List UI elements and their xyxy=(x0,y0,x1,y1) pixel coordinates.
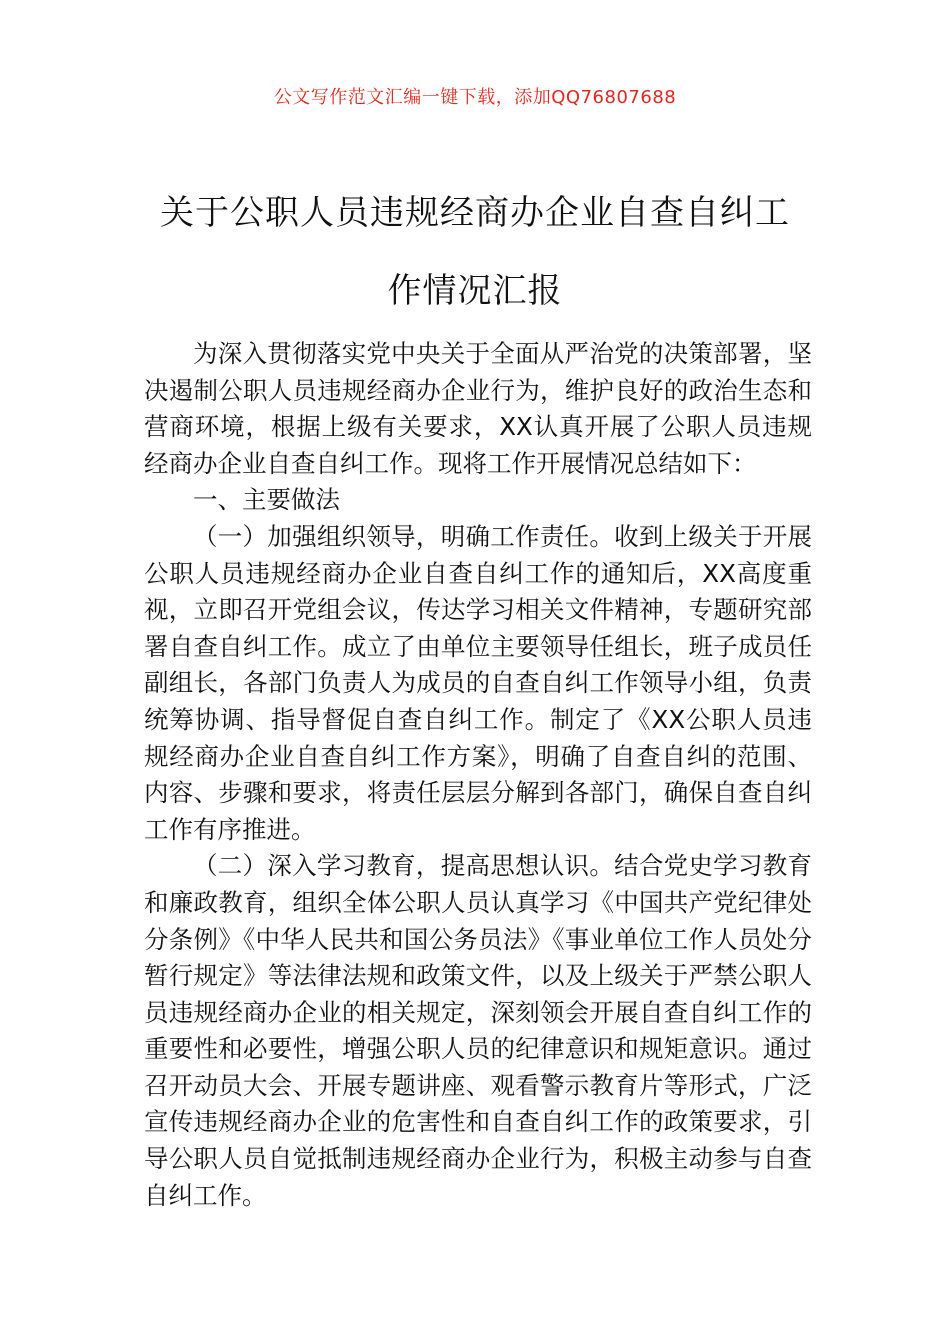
section-heading: 一、主要做法 xyxy=(193,485,340,515)
section-1-paragraph: （一）加强组织领导，明确工作责任。收到上级关于开展公职人员违规经商办企业自查自纠工作的通知后，XX高度重视，立即召开党组会议，传达学习相关文件精神，专题研究部署自查自纠工作。成立了由单位主要领导任组长，班子成员任副组长，各部门负责人为成员的自查自纠工作领导小组，负责统筹协调、指导督促自查自纠工作。制定了《XX公职人员违规经商办企业自查自纠工作方案》，明确了自查自纠的范围、内容、步骤和要求，将责任层层分解到各部门，确保自查自纠工作有序推进。 xyxy=(144,521,812,844)
document-body xyxy=(144,336,812,1214)
title-line-1: 关于公职人员违规经商办企业自查自纠工 xyxy=(160,193,790,233)
section-2-paragraph: （二）深入学习教育，提高思想认识。结合党史学习教育和廉政教育，组织全体公职人员认真学习《中国共产党纪律处分条例》《中华人民共和国公务员法》《事业单位工作人员处分暂行规定》等法律法规和政策文件，以及上级关于严禁公职人员违规经商办企业的相关规定，深刻领会开展自查自纠工作的重要性和必要性，增强公职人员的纪律意识和规矩意识。通过召开动员大会、开展专题讲座、观看警示教育片等形式，广泛宣传违规经商办企业的危害性和自查自纠工作的政策要求，引导公职人员自觉抵制违规经商办企业行为，积极主动参与自查自纠工作。 xyxy=(144,851,812,1210)
title-line-2: 作情况汇报 xyxy=(387,271,563,311)
document-title xyxy=(0,174,950,330)
intro-paragraph: 为深入贯彻落实党中央关于全面从严治党的决策部署，坚决遏制公职人员违规经商办企业行为，维护良好的政治生态和营商环境，根据上级有关要求，XX认真开展了公职人员违规经商办企业自查自纠工作。现将工作开展情况总结如下： xyxy=(144,339,812,478)
header-watermark: 公文写作范文汇编一键下载，添加QQ76807688 xyxy=(273,87,677,108)
